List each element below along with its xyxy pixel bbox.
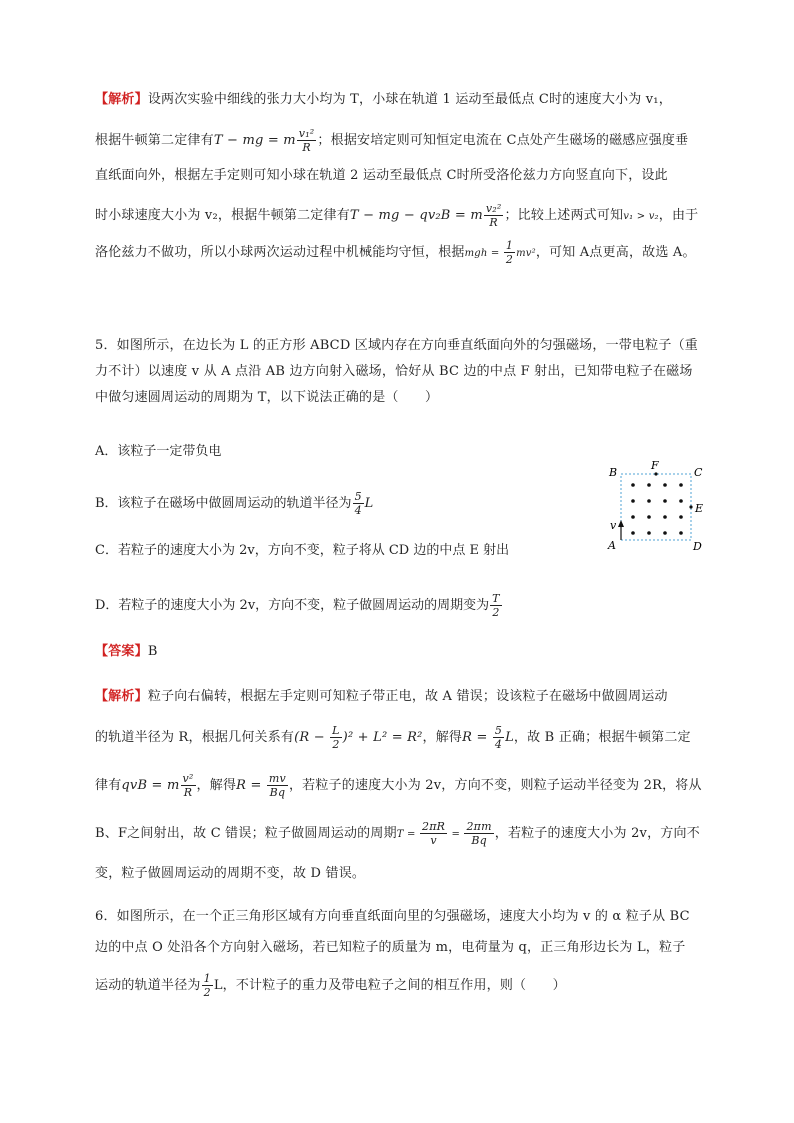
label-A: A [608, 539, 616, 552]
label-B: B [609, 466, 618, 479]
analysis2-line1 [95, 687, 668, 707]
label-C: C [694, 466, 703, 479]
fraction-v1-over-R: $\frac{\text{v₁²}}{R}$ [298, 127, 315, 154]
field-dot [647, 483, 651, 487]
fraction-2piR-over-v: $\frac{2\pi R}{v}$ [422, 820, 446, 847]
label-F: F [651, 459, 659, 472]
field-dot [663, 515, 667, 519]
inequality-v1-v2: v₁ > v₂ [623, 211, 659, 222]
analysis1-line3 [95, 166, 668, 186]
analysis1-line1 [95, 90, 672, 110]
fraction-5-over-4: $\frac{5}{4}$ [494, 724, 503, 751]
answer-value: B [147, 644, 158, 659]
analysis-tag: 【解析】 [95, 92, 148, 107]
fraction-L-over-2: $\frac{L}{2}$ [332, 724, 340, 751]
magnetic-field-dots [631, 483, 683, 535]
analysis1-text3: 直纸面向外，根据左手定则可知小球在轨道 2 运动至最低点 C时所受洛伦兹力方向竖直向下，设此 [95, 168, 668, 183]
analysis2-line4: B、F之间射出，故 C 错误；粒子做圆周运动的周期T = $\frac{2\pi R}{v}$ = $\frac{2\pi m}{Bq}$ ，若粒子的速度大小为 2v，方向不 [95, 820, 700, 847]
point-F-dot [654, 472, 657, 475]
q5-text2: 力不计）以速度 v 从 A 点沿 AB 边方向射入磁场，恰好从 BC 边的中点 F 射出，已知带电粒子在磁场 [95, 364, 693, 379]
equation-newton-1: T − mg = m [213, 133, 296, 148]
q5-option-d: D．若粒子的速度大小为 2v，方向不变，粒子做圆周运动的周期变为 $\frac{T}{2}$ [95, 592, 500, 619]
point-E-dot [689, 505, 692, 508]
field-dot [679, 515, 683, 519]
label-E: E [695, 502, 704, 515]
field-dot [631, 531, 635, 535]
field-dot [647, 515, 651, 519]
q5-line1 [95, 336, 698, 356]
q6-line1: 6．如图所示，在一个正三角形区域有方向垂直纸面向里的匀强磁场，速度大小均为 v 的 α 粒子从 BC [95, 909, 690, 924]
field-dot [679, 531, 683, 535]
analysis2-line3: 律有qvB = m $\frac{\text{v²}}{R}$ ，解得R = $\frac{mv}{Bq}$ ，若粒子的速度大小为 2v，方向不变，则粒子运动半径变为 2R，将从 [95, 772, 702, 799]
answer-line [95, 642, 158, 662]
square-field-diagram [604, 458, 714, 553]
analysis2-line5: 变，粒子做圆周运动的周期不变，故 D 错误。 [95, 866, 366, 881]
analysis1-text5a: 洛伦兹力不做功，所以小球两次运动过程中机械能均守恒，根据 [95, 245, 465, 260]
analysis1-line4 [95, 202, 698, 229]
field-dot [663, 499, 667, 503]
fraction-one-half-q6: $\frac{1}{2}$ [203, 972, 211, 999]
fraction-mv-over-Bq: $\frac{mv}{Bq}$ [268, 772, 286, 799]
analysis1-text2b: ；根据安培定则可知恒定电流在 C点处产生磁场的磁感应强度垂 [317, 133, 689, 148]
fraction-one-half: $\frac{1}{2}$ [505, 239, 514, 266]
fraction-T-over-2: $\frac{T}{2}$ [492, 592, 500, 619]
analysis1-text5b: ，可知 A点更高，故选 A。 [535, 245, 696, 260]
analysis1-text2a: 根据牛顿第二定律有 [95, 133, 214, 148]
equation-newton-2: T − mg − qv₂B = m [349, 208, 483, 223]
field-dot [679, 499, 683, 503]
analysis1-text4d: ，由于 [658, 208, 699, 223]
field-dot [663, 483, 667, 487]
analysis1-text4b: ；比较上述两式可知 [504, 208, 624, 223]
velocity-arrow-head [618, 520, 624, 527]
fraction-v2-over-R: $\frac{\text{v₂²}}{R}$ [485, 202, 502, 229]
fraction-five-fourths: $\frac{5}{4}$ [354, 490, 362, 517]
fraction-v2-over-R-2: $\frac{\text{v²}}{R}$ [182, 772, 194, 799]
equation-energy: mgh = [464, 248, 503, 259]
analysis1-line5 [95, 239, 696, 266]
analysis1-text1: 设两次实验中细线的张力大小均为 T，小球在轨道 1 运动至最低点 C时的速度大小为 v₁， [147, 92, 672, 107]
field-dot [647, 499, 651, 503]
q6-line3: 运动的轨道半径为 $\frac{1}{2}$ L，不计粒子的重力及带电粒子之间的相互作用，则（ ） [95, 972, 566, 999]
field-dot [631, 483, 635, 487]
label-v: v [610, 519, 617, 532]
answer-tag: 【答案】 [95, 644, 148, 659]
q5-option-c: C．若粒子的速度大小为 2v，方向不变，粒子将从 CD 边的中点 E 射出 [95, 543, 510, 558]
label-D: D [693, 540, 702, 553]
q5-text3: 中做匀速圆周运动的周期为 T，以下说法正确的是（ ） [95, 390, 439, 405]
q5-option-b: B．该粒子在磁场中做圆周运动的轨道半径为 $\frac{5}{4}$ L [95, 490, 374, 517]
field-dot [631, 499, 635, 503]
analysis1-text4a: 时小球速度大小为 v₂，根据牛顿第二定律有 [95, 208, 350, 223]
equation-energy-tail: mv² [516, 248, 536, 259]
fraction-2pim-over-Bq: $\frac{2\pi m}{Bq}$ [466, 820, 492, 847]
field-dot [647, 531, 651, 535]
q5-line2 [95, 362, 693, 382]
q6-line2: 边的中点 O 处沿各个方向射入磁场，若已知粒子的质量为 m，电荷量为 q，正三角形边长为 L，粒子 [95, 940, 686, 955]
analysis2-text1: 粒子向右偏转，根据左手定则可知粒子带正电，故 A 错误；设该粒子在磁场中做圆周运动 [147, 689, 668, 704]
field-dot [663, 531, 667, 535]
q5-line3 [95, 388, 438, 408]
field-dot [679, 483, 683, 487]
field-dot [631, 515, 635, 519]
q5-text1: 5．如图所示，在边长为 L 的正方形 ABCD 区域内存在方向垂直纸面向外的匀强磁场，一带电粒子（重 [95, 338, 698, 353]
analysis-tag-2: 【解析】 [95, 689, 148, 704]
q5-option-a: A．该粒子一定带负电 [95, 444, 222, 459]
analysis1-line2 [95, 127, 688, 154]
analysis2-line2: 的轨道半径为 R，根据几何关系有(R − $\frac{L}{2}$ )² + L² = R²，解得R = $\frac{5}{4}$ L，故 B 正确；根据牛顿第二定 [95, 724, 691, 751]
